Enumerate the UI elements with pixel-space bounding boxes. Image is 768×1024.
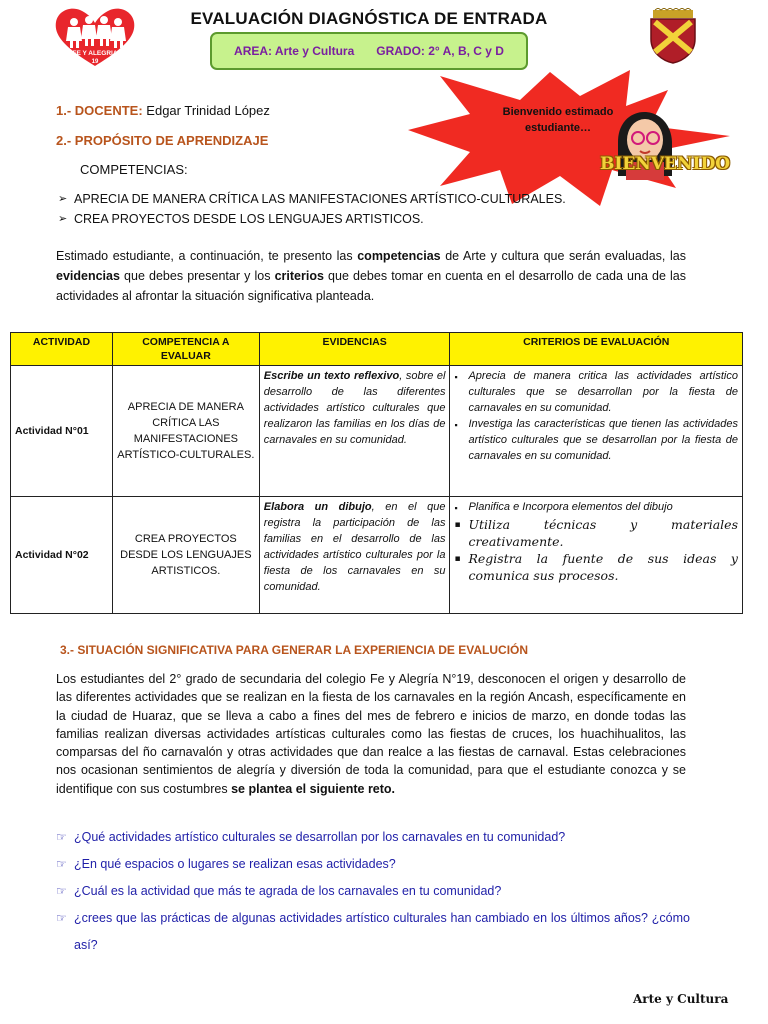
criterios-cell xyxy=(450,497,743,614)
list-item: ☞ ¿Qué actividades artístico culturales se desarrollan por los carnavales en tu comunidad? xyxy=(56,830,566,844)
criterios-cell xyxy=(450,366,743,497)
header-competencia: COMPETENCIA A EVALUAR xyxy=(112,333,259,366)
area-label: AREA: Arte y Cultura xyxy=(234,44,355,58)
competencias-list xyxy=(58,189,566,229)
list-item: ☞ ¿Cuál es la actividad que más te agrada de los carnavales en tu comunidad? xyxy=(56,884,502,898)
docente-label: 1.- DOCENTE: xyxy=(56,103,143,118)
pointing-hand-icon: ☞ xyxy=(56,857,67,871)
docente-name: Edgar Trinidad López xyxy=(146,103,270,118)
bienvenido-banner: BIENVENIDO xyxy=(600,154,731,174)
header-criterios: CRITERIOS DE EVALUACIÓN xyxy=(450,333,743,366)
pointing-hand-icon: ☞ xyxy=(56,911,67,925)
footer-label: Arte y Cultura xyxy=(633,992,729,1006)
fe-y-alegria-logo xyxy=(52,6,138,68)
situacion-paragraph: Los estudiantes del 2° grado de secundaria del colegio Fe y Alegría N°19, desconocen el origen y desarrollo de las diferentes actividades que se realizan en la fiesta de los carnavales en la región Ancash, específicamente en la ciudad de Huaraz, que se lleva a cabo a fines del mes de febrero e inicios de marzo, en donde todas las familias realizan diversas actividades artísticas culturales como las fiestas de cruces, los huachihualitos, las comparsas del ño carnavalón y otras actividades que dan realce a las fiestas de carnaval. Estas celebraciones nos ocasionan sentimientos de alegría y diversión de toda la comunidad, para que el estudiante conozca y se identifique con sus costumbres se plantea el siguiente reto. xyxy=(56,672,686,796)
questions-list xyxy=(56,828,690,968)
list-item: ▪ Investiga las características que tienen las actividades artístico culturales que se desarrollan por la fiesta de carnavales en su comunidad. xyxy=(454,418,738,462)
arrow-bullet-icon: ➢ xyxy=(58,213,68,225)
list-item: ➢ CREA PROYECTOS DESDE LOS LENGUAJES ARTISTICOS. xyxy=(58,209,566,229)
proposito-heading: 2.- PROPÓSITO DE APRENDIZAJE xyxy=(56,133,269,148)
evidencia-cell: Elabora un dibujo, en el que registra la participación de las familias en el desarrollo de las actividades artístico culturales por la fiesta de los carnavales en su comunidad. xyxy=(259,497,450,614)
list-item: ☞ ¿En qué espacios o lugares se realizan esas actividades? xyxy=(56,857,396,871)
pointing-hand-icon: ☞ xyxy=(56,830,67,844)
list-item: ☞ ¿crees que las prácticas de algunas actividades artístico culturales han cambiado en los últimos años? ¿cómo así? xyxy=(56,905,690,959)
list-item: ▪ Registra la fuente de sus ideas y comunica sus procesos. xyxy=(454,551,738,583)
list-item: ▪ Planifica e Incorpora elementos del dibujo xyxy=(454,501,673,513)
list-item: ▪ Utiliza técnicas y materiales creativamente. xyxy=(454,517,738,549)
welcome-message: Bienvenido estimado estudiante… xyxy=(502,106,614,134)
competencia-cell: APRECIA DE MANERA CRÍTICA LAS MANIFESTACIONES ARTÍSTICO-CULTURALES. xyxy=(112,366,259,497)
grado-label: GRADO: 2° A, B, C y D xyxy=(376,44,504,58)
page-title: EVALUACIÓN DIAGNÓSTICA DE ENTRADA xyxy=(190,9,548,28)
actividad-cell: Actividad N°02 xyxy=(11,497,113,614)
competencias-label: COMPETENCIAS: xyxy=(80,162,188,177)
pointing-hand-icon: ☞ xyxy=(56,884,67,898)
competencia-cell: CREA PROYECTOS DESDE LOS LENGUAJES ARTISTICOS. xyxy=(112,497,259,614)
school-shield-logo xyxy=(633,8,713,64)
list-item: ➢ APRECIA DE MANERA CRÍTICA LAS MANIFESTACIONES ARTÍSTICO-CULTURALES. xyxy=(58,189,566,209)
list-item: ▪ Aprecia de manera critica las actividades artístico culturales que se desarrollan por la fiesta de carnavales en su comunidad. xyxy=(454,370,738,414)
actividad-cell: Actividad N°01 xyxy=(11,366,113,497)
logo-left-text: FE Y ALEGRIA xyxy=(72,50,118,57)
table-row xyxy=(11,497,743,614)
evaluation-table xyxy=(10,332,743,614)
docente-line xyxy=(56,103,270,118)
intro-paragraph: Estimado estudiante, a continuación, te presento las competencias de Arte y cultura que serán evaluadas, las evidencias que debes presentar y los criterios que debes tomar en cuenta en el desarrollo de cada una de las actividades al afrontar la situación significativa planteada. xyxy=(56,249,687,303)
header-evidencias: EVIDENCIAS xyxy=(259,333,450,366)
area-grado-box xyxy=(210,32,528,70)
situacion-heading: 3.- SITUACIÓN SIGNIFICATIVA PARA GENERAR LA EXPERIENCIA DE EVALUCIÓN xyxy=(60,643,529,657)
logo-left-number: 19 xyxy=(91,59,99,65)
table-row xyxy=(11,366,743,497)
table-header-row xyxy=(11,333,743,366)
header-actividad: ACTIVIDAD xyxy=(11,333,113,366)
evidencia-cell: Escribe un texto reflexivo, sobre el desarrollo de las diferentes actividades artístico culturales que realizaron las familias en los días de carnavales en su comunidad. xyxy=(259,366,450,497)
arrow-bullet-icon: ➢ xyxy=(58,193,68,205)
